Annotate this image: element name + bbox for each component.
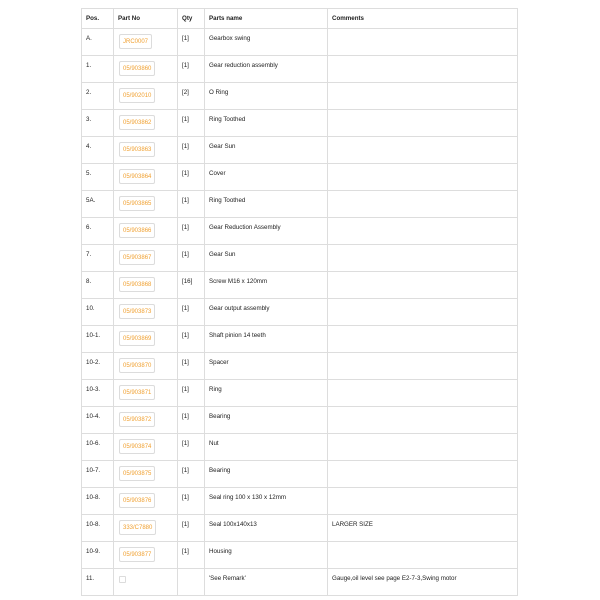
part-number-link[interactable]: 05/903871 (119, 385, 155, 400)
cell-parts-name (205, 353, 328, 380)
cell-parts-name (205, 245, 328, 272)
cell-part-no (114, 461, 178, 488)
table-row (82, 380, 518, 407)
cell-pos-text: 4. (86, 143, 92, 150)
cell-parts-name-text: Gear reduction assembly (209, 62, 278, 69)
cell-pos-text: 10-7. (86, 467, 101, 474)
cell-parts-name (205, 461, 328, 488)
table-row (82, 245, 518, 272)
cell-pos (82, 110, 114, 137)
cell-part-no (114, 245, 178, 272)
parts-table (81, 8, 518, 596)
cell-parts-name (205, 137, 328, 164)
cell-comments (328, 461, 518, 488)
cell-pos (82, 272, 114, 299)
cell-qty-text: [1] (182, 143, 189, 150)
table-row (82, 56, 518, 83)
cell-pos (82, 488, 114, 515)
cell-comments (328, 272, 518, 299)
cell-qty-text: [1] (182, 440, 189, 447)
cell-pos (82, 353, 114, 380)
cell-part-no (114, 164, 178, 191)
table-row (82, 191, 518, 218)
cell-comments (328, 218, 518, 245)
cell-qty-text: [1] (182, 467, 189, 474)
cell-comments (328, 83, 518, 110)
part-number-link[interactable]: 05/903860 (119, 61, 155, 76)
table-body (82, 29, 518, 596)
cell-qty (178, 569, 205, 596)
cell-part-no (114, 542, 178, 569)
cell-comments (328, 488, 518, 515)
cell-pos (82, 218, 114, 245)
cell-parts-name-text: Seal ring 100 x 130 x 12mm (209, 494, 287, 501)
cell-pos (82, 245, 114, 272)
cell-qty (178, 380, 205, 407)
cell-pos-text: 10-3. (86, 386, 101, 393)
cell-part-no (114, 56, 178, 83)
part-number-link[interactable]: 05/903867 (119, 250, 155, 265)
cell-pos (82, 299, 114, 326)
cell-comments (328, 164, 518, 191)
cell-pos (82, 29, 114, 56)
cell-pos (82, 461, 114, 488)
cell-qty (178, 29, 205, 56)
cell-pos-text: 10-9. (86, 548, 101, 555)
cell-pos (82, 569, 114, 596)
cell-qty-text: [16] (182, 278, 193, 285)
part-number-link[interactable]: 05/903869 (119, 331, 155, 346)
cell-qty (178, 272, 205, 299)
cell-comments (328, 245, 518, 272)
cell-parts-name-text: Seal 100x140x13 (209, 521, 257, 528)
cell-comments (328, 110, 518, 137)
cell-comments (328, 515, 518, 542)
cell-parts-name (205, 56, 328, 83)
cell-part-no (114, 83, 178, 110)
cell-comments (328, 542, 518, 569)
header-qty: Qty (178, 9, 205, 29)
cell-comments (328, 29, 518, 56)
cell-qty-text: [1] (182, 62, 189, 69)
cell-qty-text: [1] (182, 386, 189, 393)
cell-qty-text: [1] (182, 197, 189, 204)
cell-part-no (114, 110, 178, 137)
table-row (82, 29, 518, 56)
cell-qty-text: [1] (182, 521, 189, 528)
cell-parts-name-text: Gear Sun (209, 143, 236, 150)
cell-pos (82, 326, 114, 353)
cell-part-no (114, 515, 178, 542)
cell-comments (328, 137, 518, 164)
cell-part-no (114, 380, 178, 407)
cell-pos-text: 10-8. (86, 521, 101, 528)
table-row (82, 299, 518, 326)
cell-pos-text: 7. (86, 251, 92, 258)
cell-qty (178, 515, 205, 542)
cell-parts-name-text: Housing (209, 548, 232, 555)
cell-parts-name-text: Cover (209, 170, 226, 177)
part-number-link[interactable]: 05/903875 (119, 466, 155, 481)
cell-pos-text: 3. (86, 116, 92, 123)
cell-qty (178, 461, 205, 488)
cell-parts-name (205, 164, 328, 191)
header-pos: Pos. (82, 9, 114, 29)
cell-pos (82, 515, 114, 542)
cell-comments-text: Gauge,oil level see page E2-7-3,Swing motor (332, 575, 457, 582)
cell-comments (328, 407, 518, 434)
table-row (82, 272, 518, 299)
cell-parts-name (205, 326, 328, 353)
cell-parts-name-text: Bearing (209, 413, 231, 420)
cell-qty (178, 542, 205, 569)
cell-qty (178, 245, 205, 272)
header-parts-name: Parts name (205, 9, 328, 29)
cell-parts-name (205, 569, 328, 596)
cell-parts-name (205, 83, 328, 110)
cell-comments-text: LARGER SIZE (332, 521, 373, 528)
cell-part-no (114, 353, 178, 380)
table-row (82, 569, 518, 596)
cell-part-no (114, 272, 178, 299)
part-number-link[interactable]: 05/903868 (119, 277, 155, 292)
cell-pos-text: 5. (86, 170, 92, 177)
part-number-link[interactable]: 05/903862 (119, 115, 155, 130)
cell-pos (82, 137, 114, 164)
table-header-row (82, 9, 518, 29)
cell-qty-text: [1] (182, 170, 189, 177)
cell-comments (328, 326, 518, 353)
cell-qty (178, 218, 205, 245)
cell-qty (178, 164, 205, 191)
cell-pos-text: 8. (86, 278, 92, 285)
cell-pos-text: 11. (86, 575, 95, 582)
cell-parts-name (205, 191, 328, 218)
cell-parts-name-text: Ring Toothed (209, 197, 246, 204)
cell-pos-text: 1. (86, 62, 92, 69)
cell-comments (328, 299, 518, 326)
cell-comments (328, 434, 518, 461)
cell-qty (178, 191, 205, 218)
cell-part-no (114, 299, 178, 326)
cell-qty (178, 299, 205, 326)
cell-pos-text: 10-8. (86, 494, 101, 501)
table-row (82, 461, 518, 488)
cell-parts-name-text: Gear Sun (209, 251, 236, 258)
cell-parts-name-text: Bearing (209, 467, 231, 474)
cell-parts-name (205, 272, 328, 299)
cell-parts-name (205, 434, 328, 461)
cell-pos-text: A. (86, 35, 92, 42)
cell-qty-text: [1] (182, 413, 189, 420)
cell-part-no (114, 191, 178, 218)
cell-pos (82, 380, 114, 407)
cell-pos (82, 434, 114, 461)
table-row (82, 83, 518, 110)
part-number-link[interactable]: 05/903874 (119, 439, 155, 454)
cell-parts-name-text: Screw M16 x 120mm (209, 278, 268, 285)
cell-pos (82, 407, 114, 434)
cell-pos (82, 542, 114, 569)
cell-parts-name-text: 'See Remark' (209, 575, 246, 582)
cell-qty (178, 110, 205, 137)
cell-qty (178, 56, 205, 83)
table-row (82, 326, 518, 353)
part-number-link[interactable]: 05/902010 (119, 88, 155, 103)
cell-parts-name (205, 488, 328, 515)
cell-qty (178, 434, 205, 461)
cell-parts-name (205, 29, 328, 56)
cell-pos (82, 164, 114, 191)
cell-pos-text: 2. (86, 89, 92, 96)
cell-qty (178, 488, 205, 515)
cell-qty-text: [1] (182, 251, 189, 258)
table-row (82, 110, 518, 137)
part-number-link[interactable]: 05/903876 (119, 493, 155, 508)
cell-pos-text: 10-1. (86, 332, 101, 339)
table-row (82, 515, 518, 542)
table-row (82, 434, 518, 461)
table-row (82, 542, 518, 569)
cell-qty-text: [1] (182, 305, 189, 312)
cell-part-no (114, 326, 178, 353)
cell-parts-name-text: Nut (209, 440, 219, 447)
cell-parts-name (205, 380, 328, 407)
cell-part-no (114, 218, 178, 245)
header-part-no: Part No (114, 9, 178, 29)
part-number-link[interactable]: JRC0007 (119, 34, 152, 49)
cell-pos-text: 10-4. (86, 413, 101, 420)
cell-qty (178, 137, 205, 164)
part-number-link[interactable]: 05/903873 (119, 304, 155, 319)
cell-part-no (114, 569, 178, 596)
cell-parts-name (205, 218, 328, 245)
cell-pos-text: 6. (86, 224, 92, 231)
part-number-link[interactable]: 05/903872 (119, 412, 155, 427)
part-number-link[interactable]: 05/903865 (119, 196, 155, 211)
cell-parts-name (205, 110, 328, 137)
cell-qty-text: [1] (182, 359, 189, 366)
cell-part-no (114, 137, 178, 164)
cell-parts-name-text: Ring (209, 386, 222, 393)
header-comments: Comments (328, 9, 518, 29)
cell-qty-text: [1] (182, 548, 189, 555)
part-number-link[interactable]: 05/903877 (119, 547, 155, 562)
cell-pos (82, 191, 114, 218)
cell-comments (328, 191, 518, 218)
cell-qty-text: [1] (182, 35, 189, 42)
cell-comments (328, 569, 518, 596)
cell-pos (82, 56, 114, 83)
table-row (82, 488, 518, 515)
table-row (82, 407, 518, 434)
table-row (82, 137, 518, 164)
cell-pos-text: 10-6. (86, 440, 101, 447)
cell-part-no (114, 29, 178, 56)
cell-qty-text: [1] (182, 494, 189, 501)
part-number-link[interactable]: 333/C7880 (119, 520, 156, 535)
part-number-link[interactable]: 05/903870 (119, 358, 155, 373)
cell-qty-text: [1] (182, 224, 189, 231)
table-row (82, 164, 518, 191)
cell-parts-name-text: Gear output assembly (209, 305, 270, 312)
cell-pos-text: 5A. (86, 197, 96, 204)
cell-pos-text: 10-2. (86, 359, 101, 366)
cell-parts-name-text: Spacer (209, 359, 229, 366)
cell-parts-name-text: Shaft pinion 14 teeth (209, 332, 266, 339)
cell-pos (82, 83, 114, 110)
cell-comments (328, 353, 518, 380)
table-row (82, 353, 518, 380)
part-number-link[interactable]: 05/903863 (119, 142, 155, 157)
cell-comments (328, 56, 518, 83)
cell-parts-name (205, 299, 328, 326)
cell-qty (178, 407, 205, 434)
cell-qty (178, 353, 205, 380)
cell-qty-text: [1] (182, 332, 189, 339)
part-number-link[interactable]: 05/903864 (119, 169, 155, 184)
cell-parts-name-text: Gearbox swing (209, 35, 251, 42)
cell-qty-text: [1] (182, 116, 189, 123)
cell-parts-name (205, 407, 328, 434)
cell-parts-name (205, 542, 328, 569)
part-number-link[interactable]: 05/903866 (119, 223, 155, 238)
cell-part-no (114, 434, 178, 461)
cell-qty (178, 83, 205, 110)
part-number-empty-box[interactable] (119, 576, 126, 583)
cell-part-no (114, 407, 178, 434)
cell-qty (178, 326, 205, 353)
cell-parts-name (205, 515, 328, 542)
cell-pos-text: 10. (86, 305, 95, 312)
cell-comments (328, 380, 518, 407)
cell-parts-name-text: Gear Reduction Assembly (209, 224, 281, 231)
table-row (82, 218, 518, 245)
cell-parts-name-text: O Ring (209, 89, 229, 96)
cell-parts-name-text: Ring Toothed (209, 116, 246, 123)
cell-part-no (114, 488, 178, 515)
cell-qty-text: [2] (182, 89, 189, 96)
